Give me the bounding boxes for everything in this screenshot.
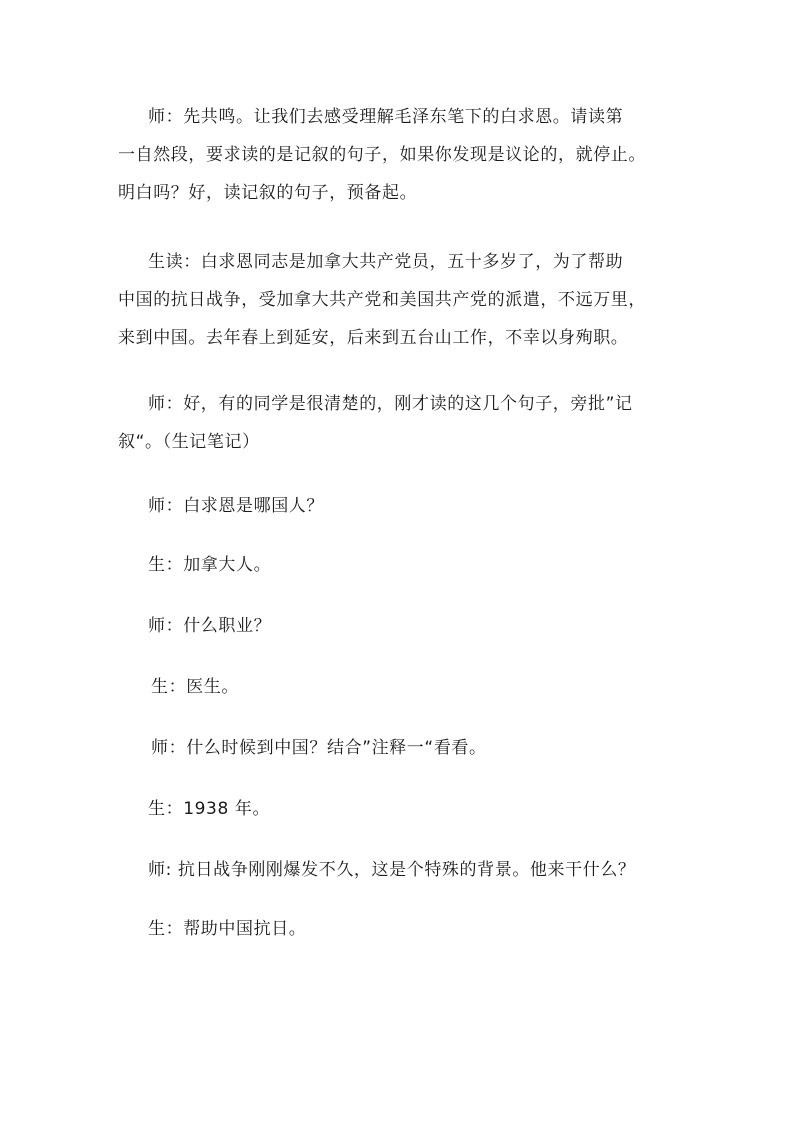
paragraph-3-line-2: 叙“。（生记笔记）: [118, 432, 260, 452]
paragraph-8-line-1: 师：什么时候到中国？结合”注释一“看看。: [151, 738, 487, 758]
paragraph-6: [118, 607, 678, 645]
paragraph-4: [118, 487, 678, 525]
paragraph-7: [118, 668, 678, 706]
paragraph-8: [118, 729, 678, 767]
paragraph-5-line-1: 生：加拿大人。: [148, 555, 272, 575]
paragraph-3-line-1: 师：好，有的同学是很清楚的，刚才读的这几个句子，旁批”记: [148, 394, 633, 414]
paragraph-7-line-1: 生：医生。: [151, 677, 239, 697]
paragraph-6-line-1: 师：什么职业？: [148, 616, 272, 636]
paragraph-9-line-1: 生：1938 年。: [148, 799, 271, 819]
paragraph-4-line-1: 师：白求恩是哪国人？: [148, 496, 324, 516]
paragraph-10-line-1: 师: 抗日战争刚刚爆发不久，这是个特殊的背景。他来干什么？: [148, 860, 636, 880]
paragraph-9: [118, 790, 678, 828]
paragraph-1-line-3: 明白吗？好，读记叙的句子，预备起。: [118, 183, 418, 203]
paragraph-11: [118, 910, 678, 948]
paragraph-2-line-3: 来到中国。去年春上到延安，后来到五台山工作，不幸以身殉职。: [118, 328, 629, 348]
paragraph-10: [118, 851, 678, 889]
paragraph-1-line-1: 师：先共鸣。让我们去感受理解毛泽东笔下的白求恩。请读第: [148, 107, 624, 127]
paragraph-1: [118, 98, 678, 212]
paragraph-5: [118, 546, 678, 584]
paragraph-2-line-2: 中国的抗日战争，受加拿大共产党和美国共产党的派遣，不远万里，: [118, 290, 646, 310]
paragraph-2: [118, 243, 678, 357]
paragraph-2-line-1: 生读：白求恩同志是加拿大共产党员，五十多岁了，为了帮助: [148, 252, 624, 272]
paragraph-1-line-2: 一自然段，要求读的是记叙的句子，如果你发现是议论的，就停止。: [118, 145, 646, 165]
paragraph-11-line-1: 生：帮助中国抗日。: [148, 919, 307, 939]
paragraph-3: [118, 385, 678, 461]
